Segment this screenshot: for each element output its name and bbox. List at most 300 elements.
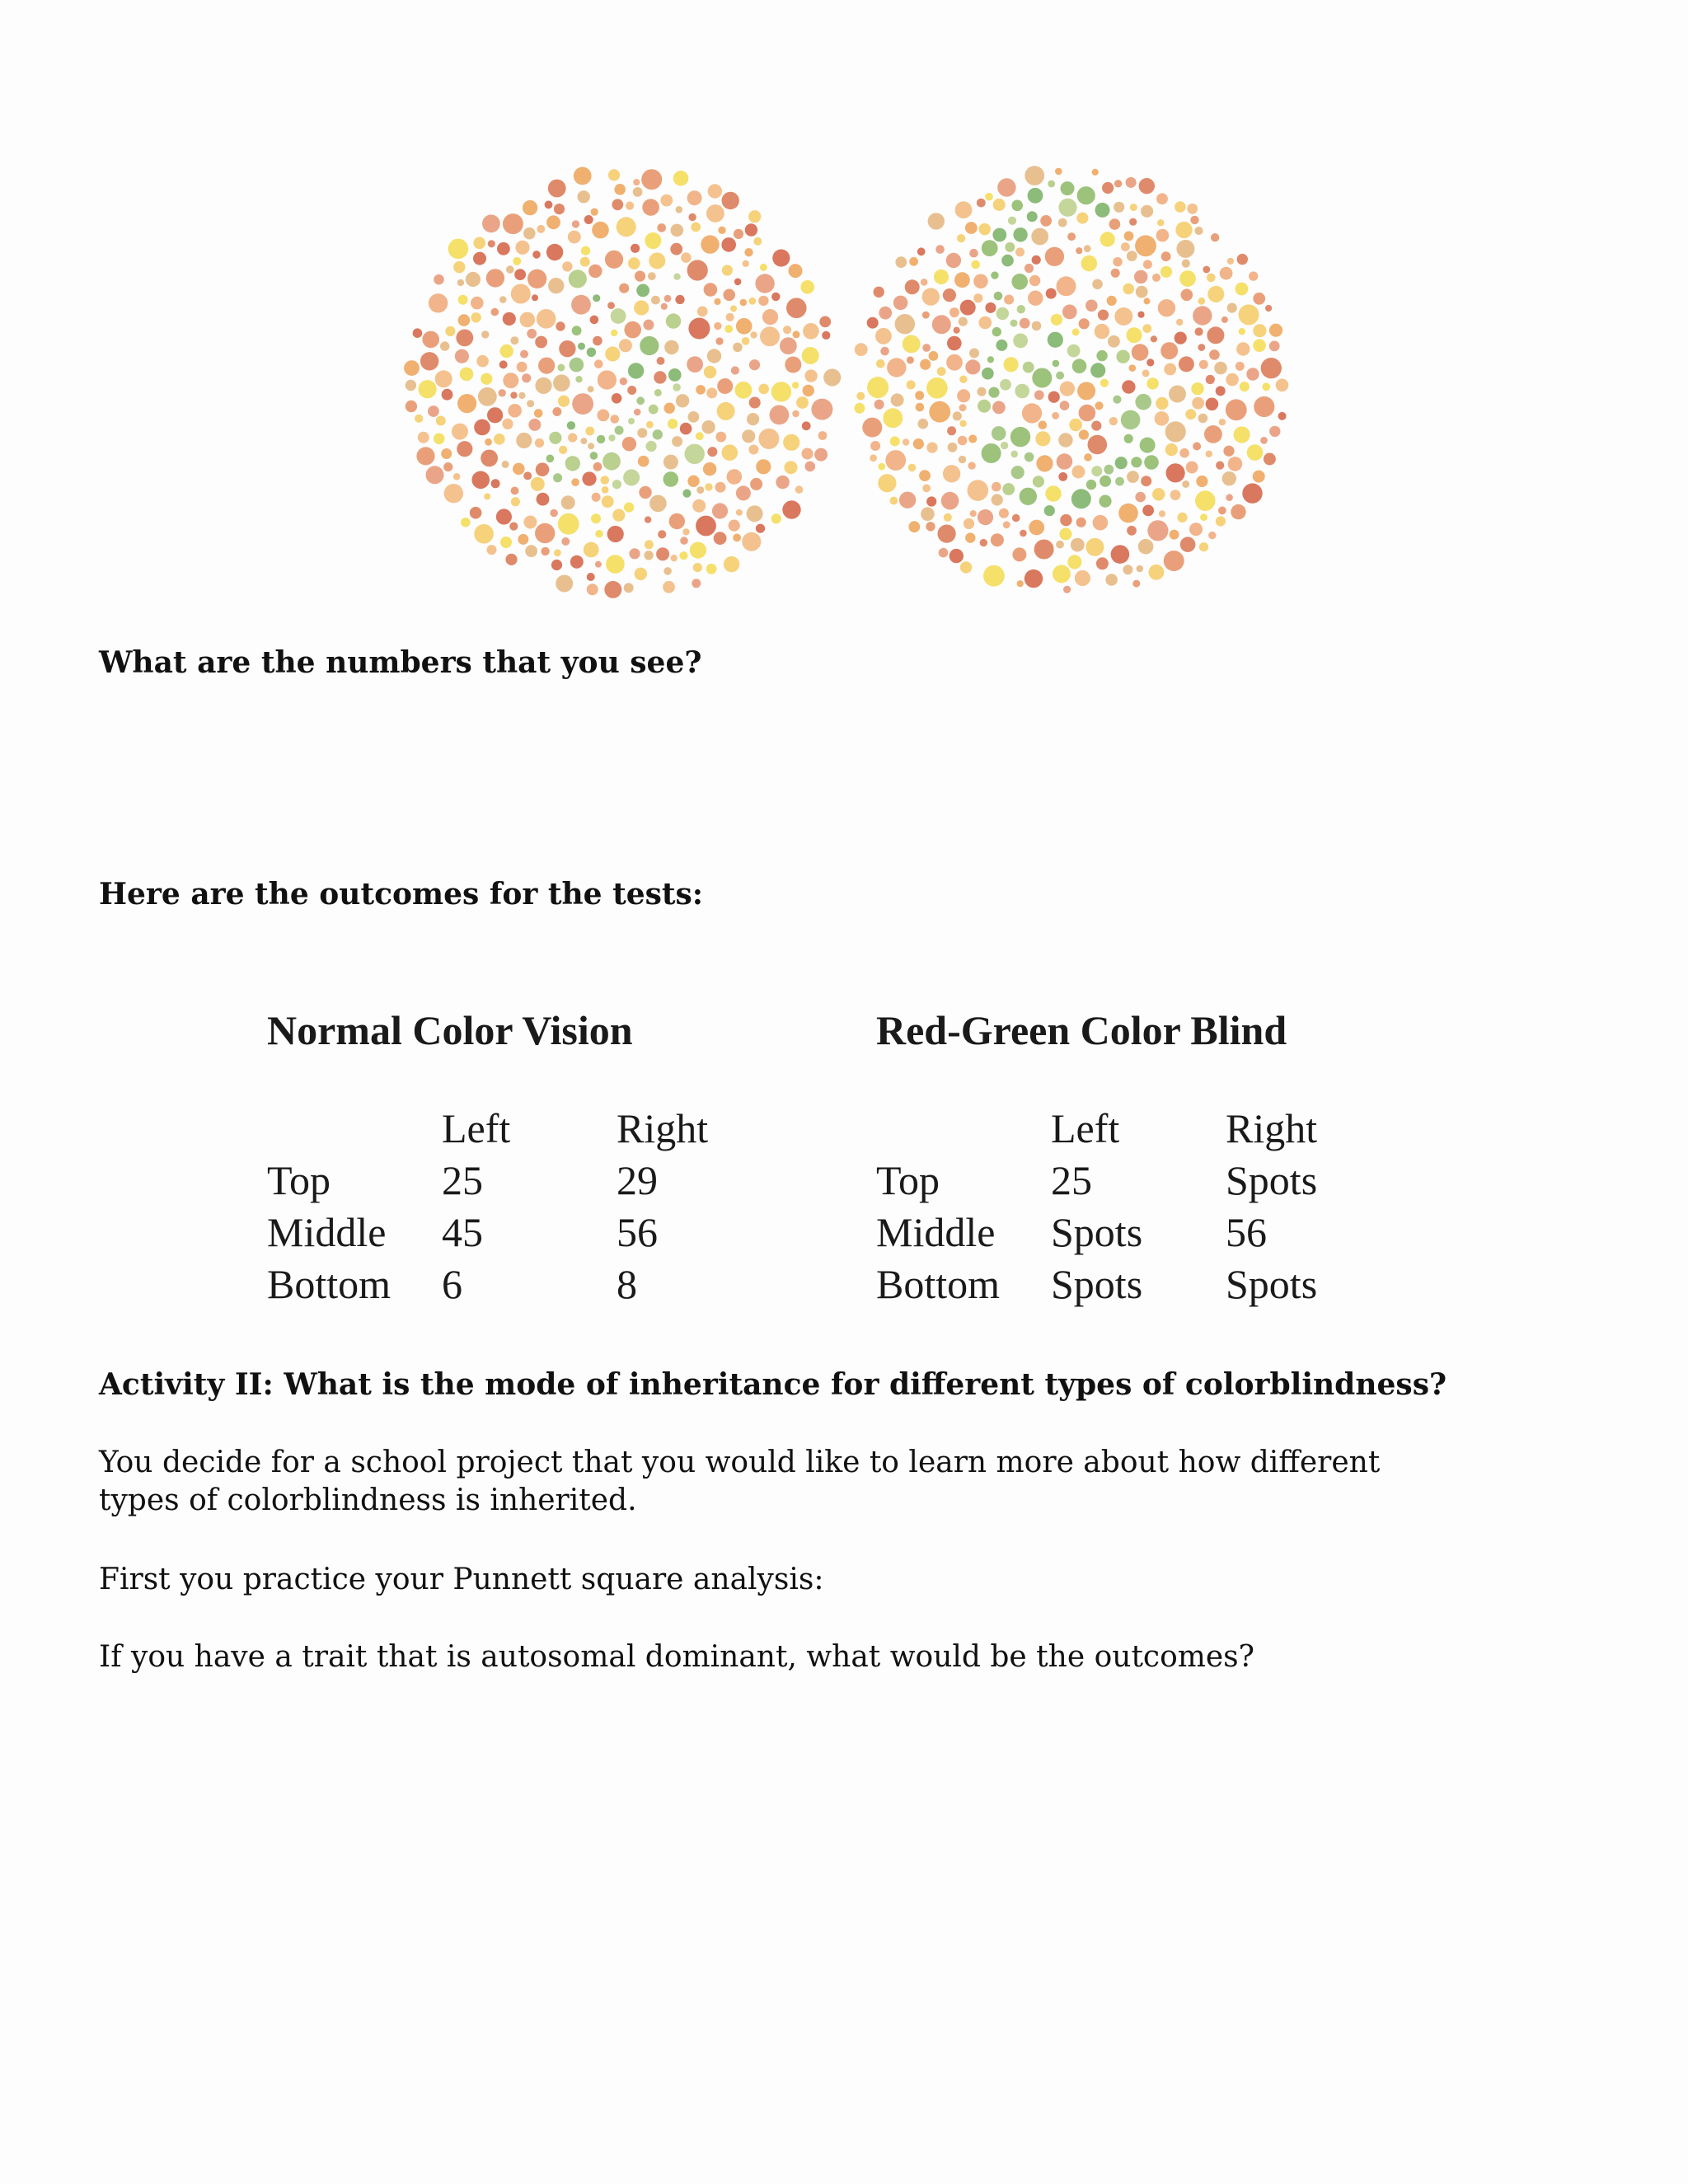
plate-dot (471, 312, 481, 322)
plate-dot (595, 561, 602, 568)
plate-dot (1015, 247, 1025, 256)
plate-dot (926, 377, 948, 399)
plate-dot (736, 509, 743, 516)
plate-dot (1226, 399, 1247, 420)
plate-dot (657, 223, 666, 232)
plate-dot (1253, 324, 1266, 337)
plate-dot (804, 369, 817, 382)
plate-dot (907, 356, 914, 363)
plate-dot (978, 400, 991, 413)
plate-dot (795, 485, 804, 494)
plate-dot (1156, 397, 1168, 410)
plate-dot (669, 513, 685, 529)
plate-dot (1121, 410, 1141, 430)
plate-dot (1278, 412, 1287, 420)
plate-dot (749, 359, 760, 370)
plate-dot (715, 432, 726, 443)
plate-dot (1008, 217, 1016, 225)
plate-dot (753, 237, 762, 246)
plate-dot (675, 295, 684, 304)
plate-dot (1236, 342, 1250, 355)
plate-dot (1091, 421, 1101, 431)
plate-dot (688, 411, 700, 423)
plate-dot (1254, 396, 1274, 417)
plate-dot (572, 220, 579, 227)
plate-dot (590, 452, 598, 460)
plate-dot (748, 298, 756, 305)
plate-dot (1187, 204, 1198, 214)
plate-dot (687, 356, 703, 373)
plate-dot (612, 393, 622, 404)
plate-dot (1076, 247, 1082, 254)
plate-dot (885, 450, 906, 471)
plate-dot (880, 347, 889, 356)
plate-dot (602, 486, 609, 494)
plate-dot (1051, 314, 1062, 326)
plate-dot (957, 234, 965, 242)
plate-dot (548, 278, 564, 293)
plate-dot (645, 516, 651, 523)
plate-dot (458, 314, 471, 326)
cell-bottom-right: Spots (1226, 1261, 1318, 1307)
plate-dot (922, 344, 931, 352)
plate-dot (570, 555, 584, 569)
plate-dot (1091, 466, 1102, 476)
plate-dot (591, 513, 601, 523)
plate-dot (879, 307, 892, 320)
plate-dot (960, 561, 972, 573)
plate-dot (570, 358, 584, 373)
plate-dot (1240, 382, 1250, 391)
plate-dot (735, 382, 753, 399)
plate-dot (649, 252, 665, 269)
plate-dot (734, 279, 742, 286)
plate-dot (980, 539, 987, 546)
plate-dot (1199, 542, 1208, 551)
plate-dot (715, 337, 723, 344)
plate-dot (1011, 274, 1028, 290)
plate-dot (1198, 414, 1208, 424)
plate-dot (946, 253, 961, 268)
plate-dot (535, 377, 551, 394)
plate-dot (499, 389, 506, 396)
plate-dot (1081, 255, 1098, 272)
plate-dot (554, 204, 565, 214)
plate-dot (1100, 476, 1111, 487)
plate-dot (1165, 421, 1186, 442)
plate-dot (1077, 186, 1095, 204)
plate-dot (992, 426, 1006, 441)
plate-dot (818, 431, 828, 440)
plate-dot (870, 441, 880, 451)
plate-dot (413, 328, 423, 338)
plate-dot (1011, 200, 1023, 212)
plate-dot (546, 244, 563, 260)
plate-dot (537, 309, 556, 329)
plate-dot (580, 438, 587, 444)
plate-dot (680, 537, 688, 545)
plate-dot (556, 321, 565, 330)
plate-dot (406, 380, 416, 391)
plate-dot (979, 223, 991, 235)
plate-dot (1010, 320, 1018, 327)
plate-dot (1152, 488, 1165, 500)
plate-dot (1208, 532, 1216, 539)
plate-dot (1127, 526, 1137, 536)
plate-dot (1072, 328, 1080, 335)
plate-dot (1052, 412, 1059, 419)
plate-dot (682, 490, 691, 498)
plate-dot (1234, 426, 1250, 443)
plate-dot (1203, 266, 1210, 274)
plate-dot (959, 404, 967, 411)
plate-dot (1216, 516, 1226, 526)
activity-paragraph-question: If you have a trait that is autosomal dominant, what would be the outcomes? (99, 1640, 1254, 1674)
plate-dot (1100, 379, 1109, 387)
plate-dot (1146, 359, 1154, 366)
plate-dot (959, 420, 966, 427)
plate-dot (783, 434, 799, 451)
plate-dot (639, 486, 651, 499)
plate-dot (664, 295, 672, 302)
plate-dot (1262, 382, 1270, 391)
plate-dot (452, 424, 468, 440)
plate-dot (637, 428, 647, 438)
plate-dot (819, 316, 831, 328)
plate-dot (518, 392, 525, 399)
plate-dot (1017, 580, 1024, 587)
plate-dot (800, 280, 814, 294)
plate-dot (1228, 457, 1243, 471)
plate-dot (481, 373, 492, 385)
plate-dot (581, 246, 590, 255)
plate-dot (1032, 321, 1042, 331)
plate-dot (671, 555, 678, 561)
plate-dot (561, 537, 570, 546)
plate-dot (1001, 255, 1014, 267)
plate-dot (549, 432, 561, 444)
plate-dot (1053, 360, 1060, 368)
plate-dot (867, 317, 879, 329)
plate-dot (1023, 362, 1034, 373)
cell-bottom-right: 8 (617, 1261, 637, 1307)
plate-dot (633, 179, 640, 185)
plate-dot (484, 493, 490, 499)
plate-dot (909, 257, 918, 266)
plate-dot (594, 359, 603, 368)
plate-dot (1144, 455, 1159, 470)
plate-dot (1185, 409, 1196, 419)
plate-dot (1146, 377, 1158, 389)
plate-dot (991, 533, 1004, 546)
plate-dot (1198, 344, 1205, 351)
plate-dot (1124, 232, 1134, 241)
plate-dot (654, 371, 666, 383)
plate-dot (1040, 215, 1052, 227)
plate-dot (1107, 296, 1117, 306)
plate-dot (1048, 180, 1055, 188)
plate-dot (488, 240, 495, 247)
plate-dot (1127, 471, 1139, 483)
plate-dot (671, 224, 684, 237)
plate-dot (969, 249, 978, 258)
plate-dot (1236, 362, 1245, 371)
plate-dot (1237, 254, 1248, 265)
plate-dot (747, 505, 763, 522)
plate-dot (476, 355, 489, 368)
plate-dot (558, 513, 579, 535)
plate-dot (856, 392, 865, 401)
plate-dot (1207, 274, 1216, 283)
plate-dot (673, 274, 680, 280)
plate-dot (651, 296, 660, 305)
plate-dot (969, 349, 979, 359)
plate-dot (687, 190, 702, 205)
plate-dot (546, 455, 555, 463)
plate-dot (510, 336, 518, 344)
plate-dot (814, 448, 828, 462)
plate-dot (714, 298, 720, 305)
plate-dot (938, 525, 956, 543)
plate-dot (680, 423, 692, 435)
plate-dot (1095, 203, 1110, 218)
plate-dot (666, 313, 681, 328)
plate-dot (954, 272, 970, 288)
plate-dot (706, 387, 717, 398)
plate-dot (883, 408, 903, 428)
plate-dot (587, 573, 595, 581)
plate-dot (598, 410, 610, 422)
plate-dot (445, 326, 455, 336)
plate-dot (1061, 181, 1075, 195)
plate-dot (1132, 580, 1140, 588)
plate-dot (1085, 300, 1098, 312)
plate-dot (891, 393, 904, 406)
plate-dot (1096, 557, 1109, 569)
plate-dot (1004, 295, 1014, 305)
plate-dot (553, 473, 562, 482)
plate-dot (1193, 306, 1212, 325)
plate-dot (1135, 235, 1156, 256)
plate-dot (487, 407, 503, 423)
plate-dot (941, 492, 959, 510)
plate-dot (1246, 368, 1259, 380)
plate-dot (1118, 504, 1138, 523)
plate-dot (1100, 232, 1115, 246)
ishihara-plates-svg (387, 152, 1302, 614)
plate-dot (584, 542, 599, 558)
plate-dot (1045, 247, 1064, 266)
plate-dot (750, 331, 757, 338)
plate-dot (999, 509, 1009, 518)
plate-dot (970, 510, 977, 517)
plate-dot (736, 485, 751, 500)
plate-dot (550, 509, 558, 518)
plate-dot (1093, 515, 1109, 531)
plate-dot (670, 243, 682, 255)
plate-dot (921, 507, 935, 521)
plate-dot (1247, 444, 1264, 461)
plate-dot (730, 305, 737, 312)
plate-dot (1104, 465, 1114, 475)
plate-dot (1063, 586, 1071, 593)
plate-dot (556, 575, 573, 593)
cell-middle-left: 45 (442, 1209, 483, 1255)
plate-dot (965, 532, 975, 542)
plate-dot (1116, 350, 1129, 363)
plate-dot (534, 409, 543, 418)
plate-dot (1139, 178, 1155, 194)
plate-dot (707, 349, 721, 363)
plate-dot (1114, 180, 1122, 187)
plate-dot (633, 187, 643, 197)
plate-dot (918, 419, 929, 429)
plate-dot (641, 169, 662, 190)
plate-dot (747, 413, 759, 425)
plate-dot (792, 382, 799, 388)
plate-dot (703, 462, 716, 476)
plate-dot (1142, 369, 1150, 377)
plate-dot (626, 202, 634, 210)
plate-dot (1039, 420, 1048, 429)
plate-dot (473, 237, 485, 250)
plate-dot (1179, 270, 1196, 287)
plate-dot (624, 503, 634, 513)
plate-dot (758, 296, 768, 306)
plate-dot (992, 401, 1006, 415)
plate-dot (1216, 462, 1224, 470)
plate-dot (1175, 201, 1186, 213)
plate-dot (1142, 505, 1154, 517)
row-label-bottom: Bottom (267, 1261, 392, 1307)
plate-dot (528, 419, 541, 431)
plate-dot (696, 385, 706, 395)
plate-dot (663, 455, 678, 470)
plate-dot (758, 429, 779, 449)
plate-dot (653, 429, 663, 439)
plate-dot (959, 456, 966, 463)
plate-dot (903, 438, 909, 445)
plate-dot (645, 232, 661, 249)
plate-dot (690, 542, 706, 559)
plate-dot (1017, 305, 1025, 313)
plate-dot (1127, 327, 1142, 343)
cell-middle-right: 56 (617, 1209, 658, 1255)
plate-dot (523, 516, 537, 529)
plate-dot (1032, 255, 1041, 265)
plate-dot (1048, 332, 1063, 348)
plate-dot (525, 545, 537, 557)
plate-dot (811, 399, 832, 420)
plate-dot (943, 288, 956, 302)
plate-dot (1261, 358, 1282, 378)
plate-dot (661, 303, 668, 310)
plate-dot (1022, 403, 1042, 423)
plate-dot (682, 528, 689, 535)
header-cell-right: Right (617, 1105, 709, 1151)
plate-dot (693, 563, 702, 572)
plate-dot (687, 476, 699, 487)
plate-dot (704, 283, 718, 297)
plate-dot (646, 441, 657, 452)
plate-dot (1181, 289, 1193, 302)
plate-dot (638, 456, 649, 467)
plate-dot (508, 404, 522, 418)
plate-dot (1161, 251, 1171, 261)
plate-dot (1012, 547, 1026, 561)
plate-dot (1132, 344, 1149, 361)
plate-dot (1088, 435, 1108, 455)
plate-dot (1058, 472, 1067, 481)
plate-dot (1098, 310, 1109, 321)
plate-dot (1190, 216, 1198, 224)
plate-dot (717, 402, 735, 420)
plate-dot (1002, 483, 1015, 495)
plate-dot (985, 193, 993, 201)
plate-dot (491, 308, 499, 316)
plate-dot (500, 344, 513, 358)
plate-dot (1113, 396, 1121, 404)
plate-dot (478, 387, 497, 406)
plate-dot (553, 374, 570, 391)
plate-dot (1084, 453, 1092, 462)
plate-dot (628, 363, 644, 378)
plate-dot (571, 478, 579, 486)
plate-dot (1135, 394, 1151, 410)
plate-dot (722, 265, 733, 275)
plate-dot (692, 499, 706, 513)
plate-dot (875, 328, 892, 344)
cell-top-left: 25 (442, 1157, 483, 1203)
plate-dot (988, 387, 999, 398)
plate-dot (513, 257, 521, 265)
plate-dot (920, 359, 931, 370)
plate-dot (453, 473, 461, 480)
plate-dot (515, 241, 529, 255)
plate-dot (1137, 565, 1144, 573)
plate-dot (458, 295, 468, 305)
plate-dot (457, 394, 476, 413)
plate-dot (973, 274, 988, 289)
plate-dot (1036, 455, 1053, 471)
plate-dot (453, 261, 465, 273)
plate-dot (505, 554, 517, 565)
plate-dot (635, 568, 647, 580)
plate-dot (535, 523, 555, 543)
plate-dot (580, 257, 590, 267)
row-label-top: Top (267, 1157, 331, 1203)
plate-dot (511, 497, 520, 506)
plate-dot (983, 565, 1005, 587)
plate-dot (496, 509, 512, 524)
plate-dot (1114, 307, 1132, 326)
plate-dot (887, 358, 906, 377)
plate-dot (982, 443, 1001, 463)
plate-dot (497, 242, 510, 255)
cell-top-right: Spots (1226, 1157, 1318, 1203)
plate-dot (623, 469, 640, 485)
plate-dot (471, 471, 490, 490)
plate-dot (535, 438, 544, 448)
plate-dot (1220, 267, 1233, 280)
plate-dot (793, 330, 800, 338)
plate-dot (531, 477, 545, 491)
plate-dot (1170, 530, 1179, 540)
ishihara-plate-right (854, 166, 1288, 593)
plate-dot (965, 222, 978, 234)
plate-dot (502, 419, 513, 429)
plate-dot (1141, 476, 1151, 486)
